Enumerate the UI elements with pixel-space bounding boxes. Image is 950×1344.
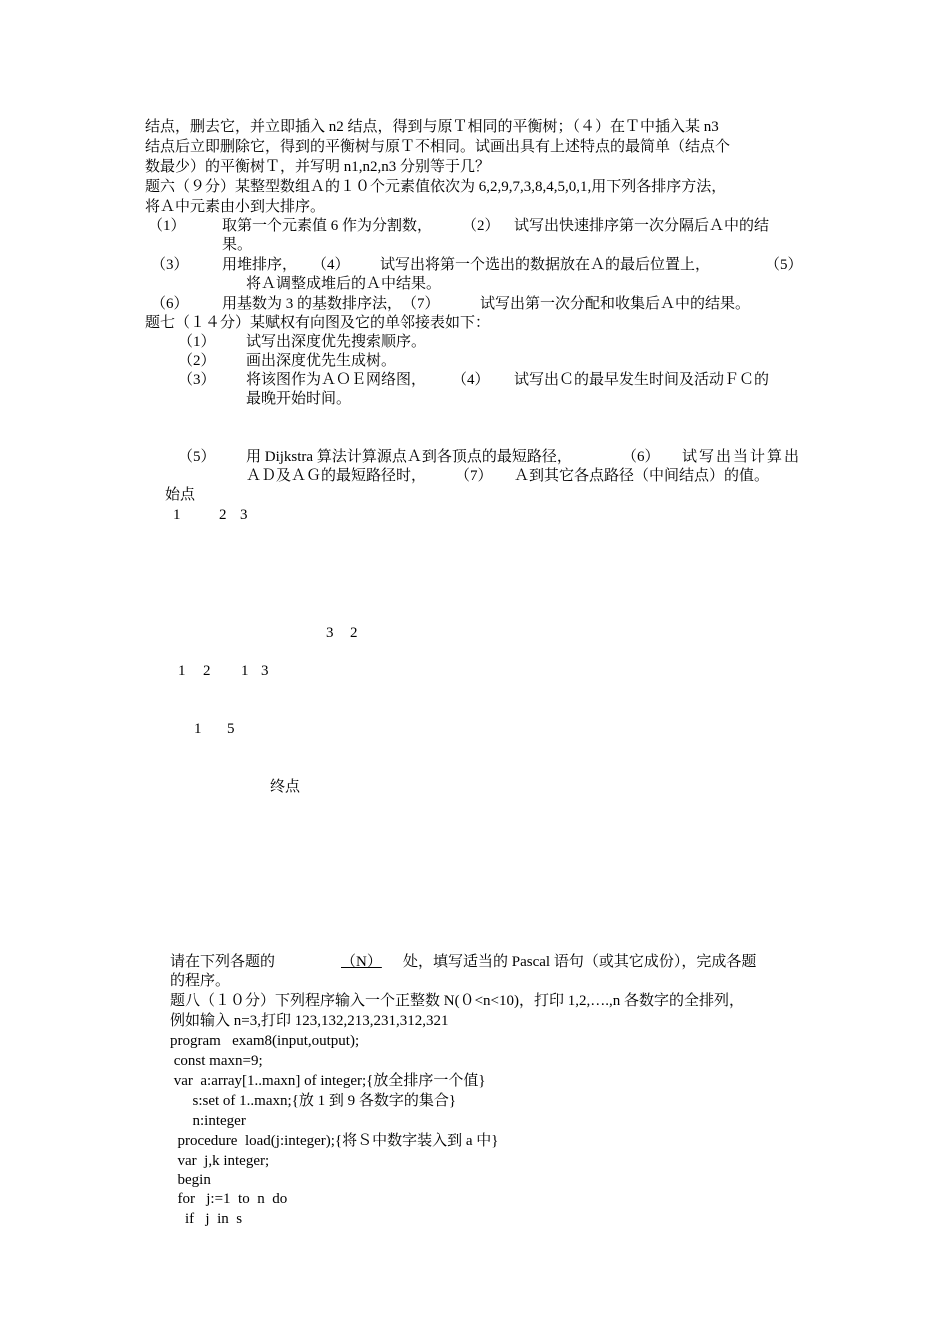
graph-weight: 5: [227, 721, 235, 737]
graph-weight: 1: [194, 721, 202, 737]
q6-item-2-text: 试写出快速排序第一次分隔后Ａ中的结: [514, 218, 770, 234]
q7-item-2-text: 画出深度优先生成树。: [246, 353, 397, 369]
q6-item-2-cont: 果。: [222, 237, 253, 253]
fill-blank: （N）: [341, 954, 382, 970]
q7-item-6-text: 试写出当计算出: [682, 449, 802, 465]
q7-item-1-num: （1）: [178, 334, 216, 350]
q6-item-6-num: （6）: [151, 296, 189, 312]
q6-line-2: 将Ａ中元素由小到大排序。: [145, 199, 326, 215]
q6-item-4-num: （4）: [312, 257, 350, 273]
code-line: program exam8(input,output);: [170, 1033, 360, 1049]
code-line: if j in s: [170, 1211, 243, 1227]
q7-item-3-text: 将该图作为ＡＯＥ网络图，: [246, 372, 427, 388]
code-line: n:integer: [170, 1113, 246, 1129]
code-line: var a:array[1..maxn] of integer;{放全排序一个值}: [170, 1073, 486, 1089]
q6-item-2-num: （2）: [462, 218, 500, 234]
q7-item-1-text: 试写出深度优先搜索顺序。: [246, 334, 427, 350]
graph-start-label: 始点: [165, 487, 196, 503]
graph-weight: 3: [326, 625, 334, 641]
q7-item-4-num: （4）: [452, 372, 490, 388]
graph-weight: 2: [350, 625, 358, 641]
fill-intro-a: 请在下列各题的: [170, 954, 276, 970]
q6-item-1-text: 取第一个元素值 6 作为分割数，: [222, 218, 433, 234]
q7-item-4-text: 试写出Ｃ的最早发生时间及活动ＦＣ的: [514, 372, 770, 388]
q6-item-4-text: 试写出将第一个选出的数据放在Ａ的最后位置上，: [380, 257, 711, 273]
q6-item-3-text: 用堆排序，: [222, 257, 298, 273]
q5-line-1: 结点，删去它，并立即插入 n2 结点，得到与原Ｔ相同的平衡树；（４）在Ｔ中插入某 n3: [145, 119, 719, 135]
code-line: s:set of 1..maxn;{放 1 到 9 各数字的集合}: [170, 1093, 457, 1109]
graph-weight: 1: [241, 663, 249, 679]
q6-item-5-num: （5）: [765, 257, 803, 273]
code-line: procedure load(j:integer);{将Ｓ中数字装入到 a 中}: [170, 1133, 499, 1149]
q6-item-7-text: 试写出第一次分配和收集后Ａ中的结果。: [480, 296, 751, 312]
code-line: for j:=1 to n do: [170, 1191, 288, 1207]
graph-end-label: 终点: [270, 779, 301, 795]
q8-title: 题八（１０分）下列程序输入一个正整数 N(０<n<10)，打印 1,2,….,n 各数字的全排列，: [170, 993, 744, 1009]
q6-item-1-num: （1）: [148, 218, 186, 234]
q8-example: 例如输入 n=3,打印 123,132,213,231,312,321: [170, 1013, 449, 1029]
q7-item-7-text: Ａ到其它各点路径（中间结点）的值。: [514, 468, 770, 484]
q5-line-3: 数最少）的平衡树Ｔ，并写明 n1,n2,n3 分别等于几？: [145, 159, 491, 175]
q7-item-3-num: （3）: [178, 372, 216, 388]
graph-weight: 3: [261, 663, 269, 679]
q7-item-6-cont: ＡＤ及ＡＧ的最短路径时，: [246, 468, 427, 484]
q7-item-2-num: （2）: [178, 353, 216, 369]
code-line: var j,k integer;: [170, 1153, 270, 1169]
graph-weight: 1: [173, 507, 181, 523]
q7-item-4-cont: 最晚开始时间。: [246, 391, 352, 407]
graph-weight: 3: [240, 507, 248, 523]
graph-weight: 2: [203, 663, 211, 679]
fill-intro-c: 的程序。: [170, 973, 231, 989]
q6-item-6-text: 用基数为 3 的基数排序法，: [222, 296, 403, 312]
q6-title: 题六（９分）某整型数组Ａ的１０个元素值依次为 6,2,9,7,3,8,4,5,0,1,用下列各排序方法，: [145, 179, 727, 195]
q7-item-5-num: （5）: [178, 449, 216, 465]
q7-item-6-num: （6）: [622, 449, 660, 465]
code-line: begin: [170, 1172, 211, 1188]
q7-item-7-num: （7）: [455, 468, 493, 484]
q6-item-5-text: 将Ａ调整成堆后的Ａ中结果。: [246, 276, 442, 292]
graph-weight: 2: [219, 507, 227, 523]
q7-title: 题七（１４分）某赋权有向图及它的单邻接表如下：: [145, 315, 491, 331]
code-line: const maxn=9;: [170, 1053, 263, 1069]
q6-item-7-num: （7）: [402, 296, 440, 312]
q5-line-2: 结点后立即删除它，得到的平衡树与原Ｔ不相同。试画出具有上述特点的最简单（结点个: [145, 139, 731, 155]
graph-weight: 1: [178, 663, 186, 679]
fill-intro-b: 处，填写适当的 Pascal 语句（或其它成份），完成各题: [403, 954, 757, 970]
q7-item-5-text: 用 Dijkstra 算法计算源点Ａ到各顶点的最短路径，: [246, 449, 572, 465]
q6-item-3-num: （3）: [151, 257, 189, 273]
